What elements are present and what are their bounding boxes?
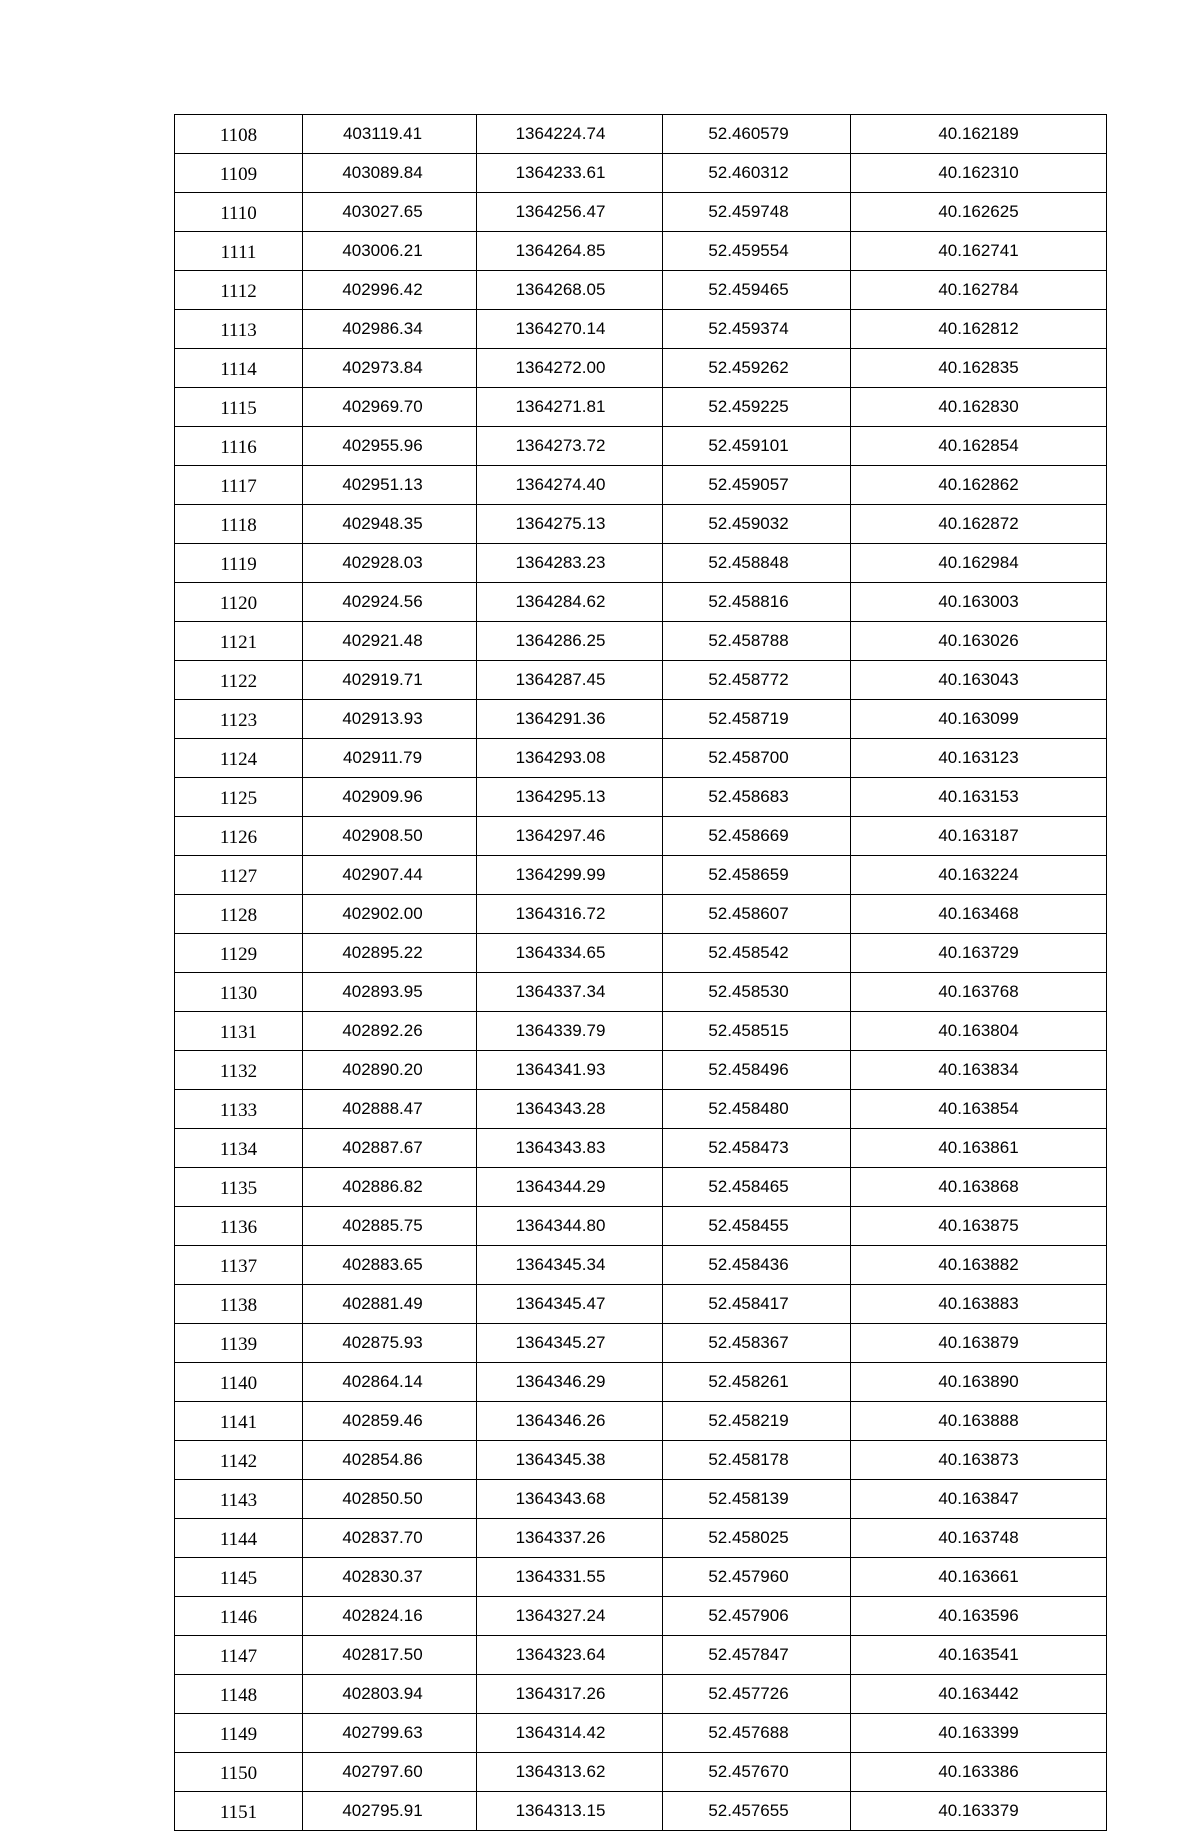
latitude-cell: 52.459101	[663, 427, 851, 466]
longitude-cell: 40.163834	[851, 1051, 1107, 1090]
table-row	[175, 1792, 1107, 1831]
point-number-cell: 1132	[175, 1051, 303, 1090]
y-coordinate-cell: 1364295.13	[477, 778, 663, 817]
table-row	[175, 1480, 1107, 1519]
point-number-cell: 1121	[175, 622, 303, 661]
point-number-cell: 1127	[175, 856, 303, 895]
y-coordinate-cell: 1364270.14	[477, 310, 663, 349]
table-row	[175, 1519, 1107, 1558]
longitude-cell: 40.163883	[851, 1285, 1107, 1324]
y-coordinate-cell: 1364283.23	[477, 544, 663, 583]
table-row	[175, 1129, 1107, 1168]
table-row	[175, 310, 1107, 349]
longitude-cell: 40.163768	[851, 973, 1107, 1012]
y-coordinate-cell: 1364256.47	[477, 193, 663, 232]
point-number-cell: 1146	[175, 1597, 303, 1636]
latitude-cell: 52.458719	[663, 700, 851, 739]
latitude-cell: 52.458178	[663, 1441, 851, 1480]
table-row	[175, 1324, 1107, 1363]
latitude-cell: 52.458367	[663, 1324, 851, 1363]
y-coordinate-cell: 1364284.62	[477, 583, 663, 622]
table-row	[175, 193, 1107, 232]
longitude-cell: 40.163890	[851, 1363, 1107, 1402]
y-coordinate-cell: 1364264.85	[477, 232, 663, 271]
latitude-cell: 52.458659	[663, 856, 851, 895]
latitude-cell: 52.457960	[663, 1558, 851, 1597]
latitude-cell: 52.458788	[663, 622, 851, 661]
table-row	[175, 505, 1107, 544]
y-coordinate-cell: 1364323.64	[477, 1636, 663, 1675]
y-coordinate-cell: 1364293.08	[477, 739, 663, 778]
x-coordinate-cell: 402928.03	[303, 544, 477, 583]
y-coordinate-cell: 1364345.47	[477, 1285, 663, 1324]
longitude-cell: 40.163861	[851, 1129, 1107, 1168]
longitude-cell: 40.163873	[851, 1441, 1107, 1480]
table-row	[175, 856, 1107, 895]
y-coordinate-cell: 1364313.62	[477, 1753, 663, 1792]
longitude-cell: 40.163804	[851, 1012, 1107, 1051]
x-coordinate-cell: 402892.26	[303, 1012, 477, 1051]
y-coordinate-cell: 1364275.13	[477, 505, 663, 544]
point-number-cell: 1112	[175, 271, 303, 310]
latitude-cell: 52.459057	[663, 466, 851, 505]
x-coordinate-cell: 402902.00	[303, 895, 477, 934]
longitude-cell: 40.163123	[851, 739, 1107, 778]
table-row	[175, 1558, 1107, 1597]
point-number-cell: 1142	[175, 1441, 303, 1480]
point-number-cell: 1141	[175, 1402, 303, 1441]
x-coordinate-cell: 402890.20	[303, 1051, 477, 1090]
latitude-cell: 52.458436	[663, 1246, 851, 1285]
point-number-cell: 1110	[175, 193, 303, 232]
point-number-cell: 1143	[175, 1480, 303, 1519]
y-coordinate-cell: 1364343.68	[477, 1480, 663, 1519]
latitude-cell: 52.458455	[663, 1207, 851, 1246]
y-coordinate-cell: 1364291.36	[477, 700, 663, 739]
y-coordinate-cell: 1364343.83	[477, 1129, 663, 1168]
table-row	[175, 349, 1107, 388]
x-coordinate-cell: 403006.21	[303, 232, 477, 271]
point-number-cell: 1144	[175, 1519, 303, 1558]
longitude-cell: 40.163043	[851, 661, 1107, 700]
table-row	[175, 1012, 1107, 1051]
x-coordinate-cell: 402864.14	[303, 1363, 477, 1402]
x-coordinate-cell: 402859.46	[303, 1402, 477, 1441]
table-row	[175, 1285, 1107, 1324]
latitude-cell: 52.458515	[663, 1012, 851, 1051]
table-row	[175, 1636, 1107, 1675]
y-coordinate-cell: 1364337.34	[477, 973, 663, 1012]
x-coordinate-cell: 402888.47	[303, 1090, 477, 1129]
longitude-cell: 40.163729	[851, 934, 1107, 973]
point-number-cell: 1147	[175, 1636, 303, 1675]
longitude-cell: 40.162812	[851, 310, 1107, 349]
latitude-cell: 52.458700	[663, 739, 851, 778]
coordinates-table	[174, 114, 1107, 1831]
point-number-cell: 1123	[175, 700, 303, 739]
table-row	[175, 895, 1107, 934]
latitude-cell: 52.459748	[663, 193, 851, 232]
y-coordinate-cell: 1364297.46	[477, 817, 663, 856]
point-number-cell: 1114	[175, 349, 303, 388]
longitude-cell: 40.163187	[851, 817, 1107, 856]
latitude-cell: 52.459032	[663, 505, 851, 544]
table-row	[175, 973, 1107, 1012]
table-row	[175, 388, 1107, 427]
x-coordinate-cell: 402909.96	[303, 778, 477, 817]
point-number-cell: 1124	[175, 739, 303, 778]
longitude-cell: 40.163888	[851, 1402, 1107, 1441]
point-number-cell: 1129	[175, 934, 303, 973]
x-coordinate-cell: 402907.44	[303, 856, 477, 895]
longitude-cell: 40.163399	[851, 1714, 1107, 1753]
longitude-cell: 40.163386	[851, 1753, 1107, 1792]
x-coordinate-cell: 402817.50	[303, 1636, 477, 1675]
longitude-cell: 40.162310	[851, 154, 1107, 193]
x-coordinate-cell: 402887.67	[303, 1129, 477, 1168]
longitude-cell: 40.162784	[851, 271, 1107, 310]
longitude-cell: 40.162625	[851, 193, 1107, 232]
x-coordinate-cell: 402919.71	[303, 661, 477, 700]
latitude-cell: 52.458465	[663, 1168, 851, 1207]
point-number-cell: 1128	[175, 895, 303, 934]
y-coordinate-cell: 1364327.24	[477, 1597, 663, 1636]
longitude-cell: 40.163748	[851, 1519, 1107, 1558]
point-number-cell: 1137	[175, 1246, 303, 1285]
table-row	[175, 1753, 1107, 1792]
latitude-cell: 52.459554	[663, 232, 851, 271]
x-coordinate-cell: 402795.91	[303, 1792, 477, 1831]
table-row	[175, 271, 1107, 310]
point-number-cell: 1151	[175, 1792, 303, 1831]
y-coordinate-cell: 1364345.38	[477, 1441, 663, 1480]
longitude-cell: 40.163882	[851, 1246, 1107, 1285]
x-coordinate-cell: 402986.34	[303, 310, 477, 349]
point-number-cell: 1133	[175, 1090, 303, 1129]
point-number-cell: 1139	[175, 1324, 303, 1363]
point-number-cell: 1149	[175, 1714, 303, 1753]
x-coordinate-cell: 402973.84	[303, 349, 477, 388]
longitude-cell: 40.163442	[851, 1675, 1107, 1714]
y-coordinate-cell: 1364346.26	[477, 1402, 663, 1441]
table-row	[175, 700, 1107, 739]
table-row	[175, 739, 1107, 778]
point-number-cell: 1140	[175, 1363, 303, 1402]
y-coordinate-cell: 1364299.99	[477, 856, 663, 895]
point-number-cell: 1126	[175, 817, 303, 856]
x-coordinate-cell: 403119.41	[303, 115, 477, 154]
longitude-cell: 40.162872	[851, 505, 1107, 544]
longitude-cell: 40.163879	[851, 1324, 1107, 1363]
x-coordinate-cell: 402883.65	[303, 1246, 477, 1285]
y-coordinate-cell: 1364345.34	[477, 1246, 663, 1285]
x-coordinate-cell: 402895.22	[303, 934, 477, 973]
latitude-cell: 52.458496	[663, 1051, 851, 1090]
y-coordinate-cell: 1364314.42	[477, 1714, 663, 1753]
latitude-cell: 52.458139	[663, 1480, 851, 1519]
latitude-cell: 52.457670	[663, 1753, 851, 1792]
longitude-cell: 40.162854	[851, 427, 1107, 466]
x-coordinate-cell: 402875.93	[303, 1324, 477, 1363]
longitude-cell: 40.163379	[851, 1792, 1107, 1831]
latitude-cell: 52.460312	[663, 154, 851, 193]
y-coordinate-cell: 1364344.29	[477, 1168, 663, 1207]
longitude-cell: 40.162835	[851, 349, 1107, 388]
latitude-cell: 52.457906	[663, 1597, 851, 1636]
table-row	[175, 1246, 1107, 1285]
table-row	[175, 1675, 1107, 1714]
table-row	[175, 1597, 1107, 1636]
y-coordinate-cell: 1364337.26	[477, 1519, 663, 1558]
x-coordinate-cell: 402803.94	[303, 1675, 477, 1714]
table-row	[175, 934, 1107, 973]
point-number-cell: 1118	[175, 505, 303, 544]
x-coordinate-cell: 402885.75	[303, 1207, 477, 1246]
longitude-cell: 40.163099	[851, 700, 1107, 739]
x-coordinate-cell: 402893.95	[303, 973, 477, 1012]
point-number-cell: 1131	[175, 1012, 303, 1051]
x-coordinate-cell: 402850.50	[303, 1480, 477, 1519]
longitude-cell: 40.163003	[851, 583, 1107, 622]
y-coordinate-cell: 1364313.15	[477, 1792, 663, 1831]
y-coordinate-cell: 1364339.79	[477, 1012, 663, 1051]
x-coordinate-cell: 402948.35	[303, 505, 477, 544]
longitude-cell: 40.163661	[851, 1558, 1107, 1597]
table-row	[175, 115, 1107, 154]
x-coordinate-cell: 402830.37	[303, 1558, 477, 1597]
x-coordinate-cell: 402797.60	[303, 1753, 477, 1792]
latitude-cell: 52.458607	[663, 895, 851, 934]
point-number-cell: 1113	[175, 310, 303, 349]
table-row	[175, 466, 1107, 505]
longitude-cell: 40.163224	[851, 856, 1107, 895]
y-coordinate-cell: 1364268.05	[477, 271, 663, 310]
x-coordinate-cell: 402854.86	[303, 1441, 477, 1480]
latitude-cell: 52.458848	[663, 544, 851, 583]
x-coordinate-cell: 402881.49	[303, 1285, 477, 1324]
point-number-cell: 1119	[175, 544, 303, 583]
point-number-cell: 1150	[175, 1753, 303, 1792]
longitude-cell: 40.162741	[851, 232, 1107, 271]
y-coordinate-cell: 1364345.27	[477, 1324, 663, 1363]
point-number-cell: 1111	[175, 232, 303, 271]
table-row	[175, 622, 1107, 661]
point-number-cell: 1125	[175, 778, 303, 817]
table-row	[175, 1714, 1107, 1753]
x-coordinate-cell: 402996.42	[303, 271, 477, 310]
longitude-cell: 40.162830	[851, 388, 1107, 427]
y-coordinate-cell: 1364317.26	[477, 1675, 663, 1714]
point-number-cell: 1136	[175, 1207, 303, 1246]
latitude-cell: 52.458683	[663, 778, 851, 817]
longitude-cell: 40.162984	[851, 544, 1107, 583]
table-row	[175, 1051, 1107, 1090]
point-number-cell: 1148	[175, 1675, 303, 1714]
point-number-cell: 1134	[175, 1129, 303, 1168]
point-number-cell: 1130	[175, 973, 303, 1012]
table-row	[175, 544, 1107, 583]
x-coordinate-cell: 402908.50	[303, 817, 477, 856]
x-coordinate-cell: 402911.79	[303, 739, 477, 778]
point-number-cell: 1122	[175, 661, 303, 700]
latitude-cell: 52.458542	[663, 934, 851, 973]
y-coordinate-cell: 1364271.81	[477, 388, 663, 427]
y-coordinate-cell: 1364331.55	[477, 1558, 663, 1597]
y-coordinate-cell: 1364224.74	[477, 115, 663, 154]
latitude-cell: 52.457847	[663, 1636, 851, 1675]
y-coordinate-cell: 1364341.93	[477, 1051, 663, 1090]
latitude-cell: 52.457688	[663, 1714, 851, 1753]
longitude-cell: 40.163596	[851, 1597, 1107, 1636]
table-row	[175, 817, 1107, 856]
latitude-cell: 52.459374	[663, 310, 851, 349]
latitude-cell: 52.459225	[663, 388, 851, 427]
x-coordinate-cell: 402969.70	[303, 388, 477, 427]
x-coordinate-cell: 402913.93	[303, 700, 477, 739]
latitude-cell: 52.458480	[663, 1090, 851, 1129]
y-coordinate-cell: 1364343.28	[477, 1090, 663, 1129]
point-number-cell: 1135	[175, 1168, 303, 1207]
longitude-cell: 40.163468	[851, 895, 1107, 934]
x-coordinate-cell: 403089.84	[303, 154, 477, 193]
coordinates-table-body	[175, 115, 1107, 1831]
latitude-cell: 52.458816	[663, 583, 851, 622]
latitude-cell: 52.458473	[663, 1129, 851, 1168]
longitude-cell: 40.163153	[851, 778, 1107, 817]
point-number-cell: 1138	[175, 1285, 303, 1324]
y-coordinate-cell: 1364316.72	[477, 895, 663, 934]
table-row	[175, 583, 1107, 622]
latitude-cell: 52.458772	[663, 661, 851, 700]
x-coordinate-cell: 402951.13	[303, 466, 477, 505]
longitude-cell: 40.163847	[851, 1480, 1107, 1519]
latitude-cell: 52.458669	[663, 817, 851, 856]
y-coordinate-cell: 1364286.25	[477, 622, 663, 661]
point-number-cell: 1117	[175, 466, 303, 505]
y-coordinate-cell: 1364272.00	[477, 349, 663, 388]
x-coordinate-cell: 402924.56	[303, 583, 477, 622]
table-row	[175, 154, 1107, 193]
table-row	[175, 778, 1107, 817]
table-row	[175, 1090, 1107, 1129]
latitude-cell: 52.460579	[663, 115, 851, 154]
longitude-cell: 40.163854	[851, 1090, 1107, 1129]
table-row	[175, 661, 1107, 700]
point-number-cell: 1145	[175, 1558, 303, 1597]
y-coordinate-cell: 1364346.29	[477, 1363, 663, 1402]
point-number-cell: 1115	[175, 388, 303, 427]
x-coordinate-cell: 402837.70	[303, 1519, 477, 1558]
latitude-cell: 52.458025	[663, 1519, 851, 1558]
y-coordinate-cell: 1364334.65	[477, 934, 663, 973]
latitude-cell: 52.458219	[663, 1402, 851, 1441]
y-coordinate-cell: 1364273.72	[477, 427, 663, 466]
longitude-cell: 40.162862	[851, 466, 1107, 505]
y-coordinate-cell: 1364344.80	[477, 1207, 663, 1246]
table-row	[175, 1441, 1107, 1480]
y-coordinate-cell: 1364287.45	[477, 661, 663, 700]
x-coordinate-cell: 402886.82	[303, 1168, 477, 1207]
longitude-cell: 40.162189	[851, 115, 1107, 154]
longitude-cell: 40.163875	[851, 1207, 1107, 1246]
x-coordinate-cell: 402824.16	[303, 1597, 477, 1636]
x-coordinate-cell: 402955.96	[303, 427, 477, 466]
latitude-cell: 52.457655	[663, 1792, 851, 1831]
longitude-cell: 40.163026	[851, 622, 1107, 661]
latitude-cell: 52.458417	[663, 1285, 851, 1324]
latitude-cell: 52.457726	[663, 1675, 851, 1714]
y-coordinate-cell: 1364274.40	[477, 466, 663, 505]
table-row	[175, 1402, 1107, 1441]
table-row	[175, 1207, 1107, 1246]
longitude-cell: 40.163541	[851, 1636, 1107, 1675]
point-number-cell: 1120	[175, 583, 303, 622]
point-number-cell: 1108	[175, 115, 303, 154]
table-row	[175, 1363, 1107, 1402]
longitude-cell: 40.163868	[851, 1168, 1107, 1207]
latitude-cell: 52.459262	[663, 349, 851, 388]
y-coordinate-cell: 1364233.61	[477, 154, 663, 193]
latitude-cell: 52.459465	[663, 271, 851, 310]
table-row	[175, 232, 1107, 271]
x-coordinate-cell: 402921.48	[303, 622, 477, 661]
table-row	[175, 1168, 1107, 1207]
latitude-cell: 52.458530	[663, 973, 851, 1012]
point-number-cell: 1109	[175, 154, 303, 193]
x-coordinate-cell: 402799.63	[303, 1714, 477, 1753]
point-number-cell: 1116	[175, 427, 303, 466]
x-coordinate-cell: 403027.65	[303, 193, 477, 232]
table-row	[175, 427, 1107, 466]
latitude-cell: 52.458261	[663, 1363, 851, 1402]
